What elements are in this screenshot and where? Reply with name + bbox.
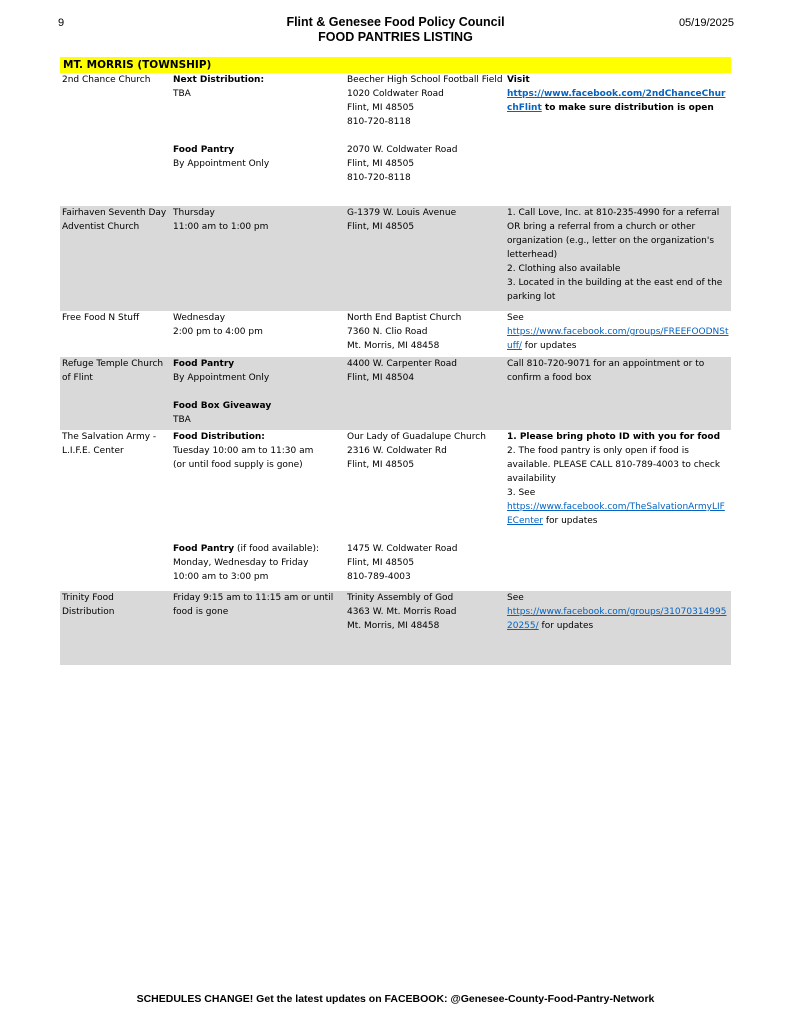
pantry-name-line: L.I.F.E. Center [62,446,124,456]
schedule-cell [171,311,345,357]
address-line: 4363 W. Mt. Morris Road [347,607,457,617]
address-cell [345,206,505,311]
note-suffix: for updates [538,621,594,631]
schedule-note: (or until food supply is gone) [173,460,303,470]
notes-cell [505,591,731,665]
address-cell [345,430,505,591]
note-item: 1. Call Love, Inc. at 810-235-4990 for a referral OR bring a referral from a church or other organization (e.g., letter on the organization's letterhead) [507,208,720,260]
facebook-link[interactable]: https://www.facebook.com/groups/3107031499520255/ [507,607,727,631]
note-item: 2. Clothing also available [507,264,621,274]
table-row [60,357,731,430]
phone-number: 810-789-4003 [347,572,411,582]
page-number: 9 [58,17,65,29]
pantry-name [60,430,171,591]
notes-cell [505,357,731,430]
page-title [0,15,791,45]
address-line: Flint, MI 48504 [347,373,415,383]
schedule-time: By Appointment Only [173,159,270,169]
note-prefix: See [507,313,524,323]
address-line: 2070 W. Coldwater Road [347,145,458,155]
address-line: 2316 W. Coldwater Rd [347,446,447,456]
pantry-name-line: Distribution [62,607,115,617]
schedule-time: By Appointment Only [173,373,270,383]
address-line: Mt. Morris, MI 48458 [347,341,440,351]
table-row [60,206,731,311]
schedule-day: Monday, Wednesday to Friday [173,558,309,568]
phone-number: 810-720-8118 [347,117,411,127]
schedule-label: Next Distribution: [173,75,265,85]
table-row [60,311,731,357]
notes-cell [505,311,731,357]
phone-number: 810-720-8118 [347,173,411,183]
schedule-day: Wednesday [173,313,226,323]
schedule-time: Tuesday 10:00 am to 11:30 am [173,446,314,456]
pantry-name-line: The Salvation Army - [62,432,157,442]
facebook-link[interactable]: https://www.facebook.com/2ndChanceChurchFlint [507,89,726,113]
council-title: Flint & Genesee Food Policy Council [286,15,505,29]
pantry-name [60,206,171,311]
address-line: Flint, MI 48505 [347,558,415,568]
pantry-name-line: Trinity Food [62,593,114,603]
schedule-time: Friday 9:15 am to 11:15 am or until food is gone [173,593,334,617]
facebook-link[interactable]: https://www.facebook.com/groups/FREEFOODNStuff/ [507,327,729,351]
address-line: 7360 N. Clio Road [347,327,428,337]
address-line: North End Baptist Church [347,313,462,323]
schedule-time: TBA [173,89,191,99]
address-line: 1475 W. Coldwater Road [347,544,458,554]
note-suffix: to make sure distribution is open [541,103,714,113]
note-prefix: 3. See [507,488,536,498]
address-line: Flint, MI 48505 [347,103,415,113]
schedule-time: 11:00 am to 1:00 pm [173,222,269,232]
facebook-link[interactable]: https://www.facebook.com/TheSalvationArmyLIFECenter [507,502,725,526]
address-line: Flint, MI 48505 [347,460,415,470]
schedule-label: Food Pantry [173,359,235,369]
schedule-time: TBA [173,415,191,425]
address-line: 1020 Coldwater Road [347,89,444,99]
pantry-name [60,591,171,665]
address-line: Beecher High School Football Field [347,75,503,85]
schedule-time: 10:00 am to 3:00 pm [173,572,269,582]
table-row [60,73,731,206]
pantry-name [60,357,171,430]
pantry-name: Free Food N Stuff [62,313,140,323]
schedule-cell [171,591,345,665]
address-line: Our Lady of Guadalupe Church [347,432,486,442]
pantry-name-line: Adventist Church [62,222,140,232]
schedule-cell [171,430,345,591]
listing-subtitle: FOOD PANTRIES LISTING [318,30,473,44]
schedule-cell [171,357,345,430]
footer-notice: SCHEDULES CHANGE! Get the latest updates on FACEBOOK: @Genesee-County-Food-Pantry-Network [136,993,655,1005]
section-heading: MT. MORRIS (TOWNSHIP) [60,57,731,73]
address-line: Flint, MI 48505 [347,222,415,232]
table-row [60,591,731,665]
pantry-name: 2nd Chance Church [62,75,151,85]
notes-cell [505,430,731,591]
note-suffix: for updates [542,516,598,526]
note-item: Call 810-720-9071 for an appointment or to confirm a food box [507,359,705,383]
schedule-cell [171,206,345,311]
address-cell [345,73,505,206]
address-line: 4400 W. Carpenter Road [347,359,458,369]
address-cell [345,591,505,665]
note-item: 2. The food pantry is only open if food is available. PLEASE CALL 810-789-4003 to check availability [507,446,721,484]
pantry-name-line: Fairhaven Seventh Day [62,208,167,218]
notes-cell [505,206,731,311]
note-item: 3. Located in the building at the east end of the parking lot [507,278,723,302]
address-line: Flint, MI 48505 [347,159,415,169]
schedule-label: Food Distribution: [173,432,265,442]
table-row [60,430,731,591]
address-line: G-1379 W. Louis Avenue [347,208,457,218]
address-cell [345,311,505,357]
address-line: Mt. Morris, MI 48458 [347,621,440,631]
pantry-name-line: Refuge Temple Church [62,359,164,369]
notes-cell [505,73,731,206]
schedule-time: 2:00 pm to 4:00 pm [173,327,263,337]
schedule-day: Thursday [173,208,215,218]
schedule-cell [171,73,345,206]
schedule-label: Food Pantry [173,544,235,554]
note-prefix: See [507,593,524,603]
note-prefix: Visit [507,75,530,85]
note-item: 1. Please bring photo ID with you for food [507,432,721,442]
page-date: 05/19/2025 [678,17,734,29]
address-line: Trinity Assembly of God [347,593,454,603]
schedule-label: Food Pantry [173,145,235,155]
schedule-label: Food Box Giveaway [173,401,272,411]
note-suffix: for updates [521,341,577,351]
schedule-label-suffix: (if food available): [234,544,319,554]
address-cell [345,357,505,430]
pantry-name-line: of Flint [62,373,93,383]
pantry-table [60,57,731,665]
section-header-row [60,57,731,73]
